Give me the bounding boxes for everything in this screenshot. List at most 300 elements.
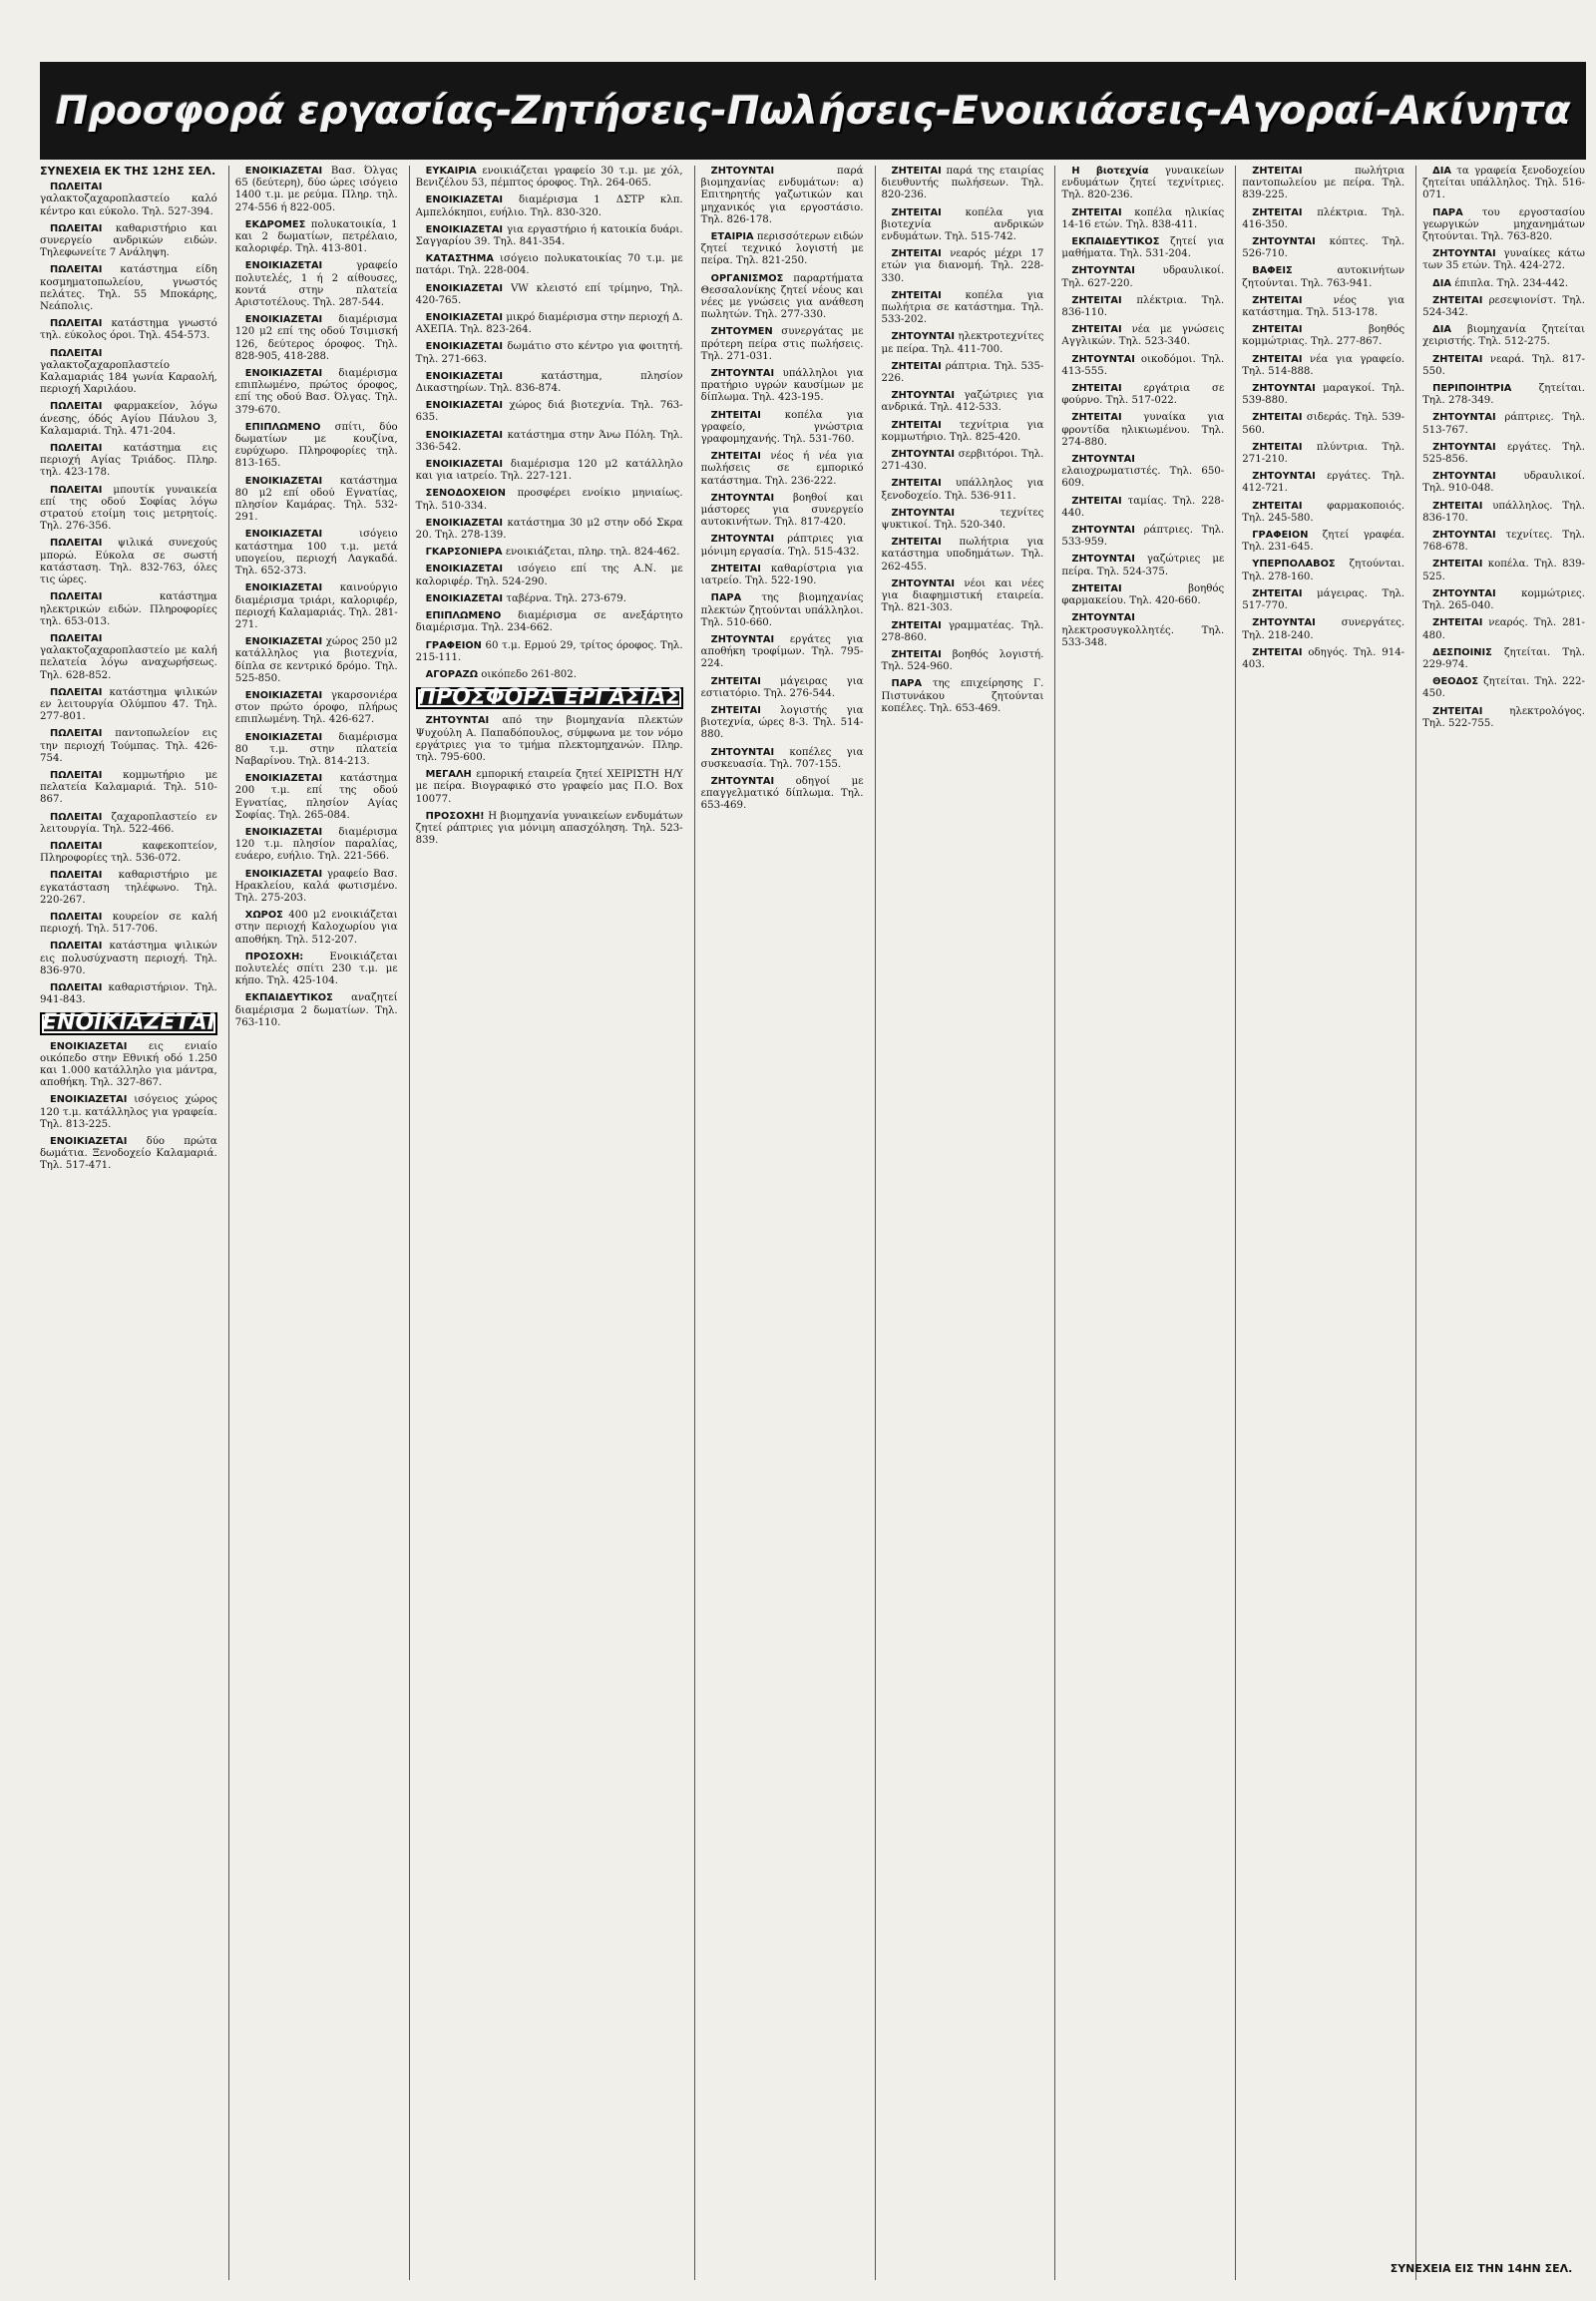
classified-ad: [235, 582, 398, 631]
ad-body: κοπέλα. Τηλ. 839-525.: [1422, 559, 1585, 582]
section-heading: ΠΡΟΣΦΟΡΑ ΕΡΓΑΣΙΑΣ: [417, 685, 681, 711]
ad-body: ηλεκτρολόγος. Τηλ. 522-755.: [1422, 705, 1585, 729]
classified-ad: [416, 715, 683, 764]
ad-body: καθαριστήριο και συνεργείο ανδρικών ειδών. Τηλεφωνείτε 7 Ανάληψη.: [40, 222, 217, 259]
ad-lead-word: ΖΗΤΕΙΤΑΙ: [1071, 294, 1122, 306]
classified-ad: [1242, 559, 1404, 582]
ad-lead-word: ΖΗΤΟΥΝΤΑΙ: [891, 577, 956, 589]
ad-lead-word: ΑΓΟΡΑΖΩ: [425, 668, 479, 680]
ad-lead-word: ΖΗΤΟΥΝΤΑΙ: [710, 775, 775, 787]
ad-column-3: [409, 166, 688, 2280]
classified-ad: [40, 538, 217, 586]
ad-lead-word: ΕΝΟΙΚΙΑΖΕΤΑΙ: [425, 312, 504, 324]
ad-lead-word: ΖΗΤΕΙΤΑΙ: [891, 360, 942, 372]
classified-ad: [40, 687, 217, 724]
classified-ad: [40, 443, 217, 480]
classified-ad: [1061, 525, 1224, 549]
classified-ad: [882, 248, 1044, 285]
ad-lead-word: ΕΠΙΠΛΩΜΕΝΟ: [244, 421, 321, 433]
ad-lead-word: ΖΗΤΕΙΤΑΙ: [710, 704, 761, 716]
classified-ad: [882, 578, 1044, 615]
ad-lead-word: ΖΗΤΟΥΝΤΑΙ: [1071, 353, 1135, 365]
classified-ad: [1422, 354, 1585, 378]
classified-ad: [416, 459, 683, 483]
ad-body: φαρμακοποιός. Τηλ. 245-580.: [1242, 500, 1405, 524]
ad-body: 400 μ2 ενοικιάζεται στην περιοχή Καλοχωρίου για αποθήκη. Τηλ. 512-207.: [234, 910, 398, 946]
classified-ad: [235, 529, 398, 577]
ad-body: περισσότερων ειδών ζητεί τεχνικό λογιστή με πείρα. Τηλ. 821-250.: [700, 231, 864, 267]
classified-ad: [416, 547, 683, 559]
ad-lead-word: ΕΝΟΙΚΙΑΖΕΤΑΙ: [425, 429, 504, 441]
ad-body: Η βιομηχανία γυναικείων ενδυμάτων ζητεί ράπτριες για μόνιμη απασχόληση. Τηλ. 523-839.: [415, 810, 683, 847]
ad-lead-word: ΕΝΟΙΚΙΑΖΕΤΑΙ: [425, 400, 504, 412]
ad-body: παντοπωλείον εις την περιοχή Τούμπας. Τηλ. 426-754.: [40, 728, 217, 764]
ad-lead-word: ΔΙΑ: [1432, 277, 1451, 289]
ad-lead-word: ΖΗΤΕΙΤΑΙ: [1252, 294, 1303, 306]
classified-ad: [40, 841, 217, 865]
ad-body: γυναικείων ενδυμάτων ζητεί τεχνίτριες. Τηλ. 820-236.: [1061, 166, 1225, 201]
classified-ad: [701, 776, 864, 813]
classified-ad: [40, 633, 217, 682]
ad-body: πολυκατοικία, 1 και 2 δωματίων, πετρέλαιο, καλοριφέρ. Τηλ. 413-801.: [234, 218, 398, 255]
ad-body: καθαρίστρια για ιατρείο. Τηλ. 522-190.: [700, 563, 864, 587]
ad-lead-word: ΠΩΛΕΙΤΑΙ: [50, 686, 103, 698]
ad-lead-word: ΖΗΤΟΥΝΤΑΙ: [425, 715, 490, 727]
ad-lead-word: ΖΗΤΕΙΤΑΙ: [710, 675, 761, 687]
ad-lead-word: ΖΗΤΕΙΤΑΙ: [891, 537, 942, 549]
ad-lead-word: ΠΑΡΑ: [1432, 206, 1463, 218]
ad-body: ζητείται. Τηλ. 222-450.: [1422, 676, 1585, 700]
ad-body: Βασ. Όλγας 65 (δεύτερη), δύο ώρες ισόγειο 1400 τ.μ. με ρεύμα. Πληρ. τηλ. 274-556 ή 822-005.: [234, 166, 398, 213]
ad-lead-word: ΜΕΓΑΛΗ: [425, 769, 472, 781]
ad-lead-word: ΠΩΛΕΙΤΑΙ: [50, 870, 103, 882]
classified-ad: [416, 811, 683, 848]
ad-lead-word: ΕΝΟΙΚΙΑΖΕΤΑΙ: [50, 1040, 128, 1052]
classified-ad: [40, 485, 217, 534]
ad-body: κατάστημα ψιλικών εις πολυσύχναστη περιοχή. Τηλ. 836-970.: [40, 941, 217, 976]
classified-ad: [1422, 383, 1585, 407]
ad-body: κουρείον σε καλή περιοχή. Τηλ. 517-706.: [40, 911, 217, 936]
classified-ad: [1422, 278, 1585, 290]
ad-lead-word: ΖΗΤΕΙΤΑΙ: [1071, 324, 1122, 336]
classified-ad: [1061, 354, 1224, 378]
ad-body: ζητούνται. Τηλ. 278-160.: [1242, 559, 1405, 582]
classified-ad: [701, 534, 864, 558]
ad-body: γαλακτοζαχαροπλαστείο με καλή πελατεία λόγω αναχωρήσεως. Τηλ. 628-852.: [40, 645, 217, 681]
ad-lead-word: ΕΚΠΑΙΔΕΥΤΙΚΟΣ: [1071, 236, 1160, 248]
classified-ad: [1422, 647, 1585, 671]
ad-lead-word: ΖΗΤΕΙΤΑΙ: [891, 419, 942, 431]
ad-lead-word: ΕΠΙΠΛΩΜΕΝΟ: [425, 610, 502, 622]
classified-ad: [1242, 617, 1404, 641]
classified-ad: [40, 182, 217, 218]
ad-body: κατάστημα γνωστό τηλ. εύκολος όροι. Τηλ. 454-573.: [40, 318, 217, 342]
classified-ad: [882, 537, 1044, 574]
classified-ad: [882, 207, 1044, 244]
classified-ad: [416, 430, 683, 454]
ad-body: διαμέρισμα 120 μ2 επί της οδού Τσιμισκή 126, δεύτερος όροφος. Τηλ. 828-905, 418-288.: [234, 314, 398, 362]
ad-body: ζαχαροπλαστείο εν λειτουργία. Τηλ. 522-466.: [40, 811, 217, 835]
ad-lead-word: ΖΗΤΟΥΝΤΑΙ: [891, 390, 956, 402]
classified-ad: [1061, 324, 1224, 348]
ad-body: νέοι και νέες για διαφημιστική εταιρεία. Τηλ. 821-303.: [881, 577, 1044, 614]
ad-lead-word: ΖΗΤΕΙΤΑΙ: [1252, 500, 1303, 512]
ad-lead-word: ΧΩΡΟΣ: [244, 910, 283, 922]
ad-lead-word: ΠΩΛΕΙΤΑΙ: [50, 443, 103, 455]
classified-ad: [235, 827, 398, 864]
ad-lead-word: ΠΩΛΕΙΤΑΙ: [50, 318, 103, 330]
ad-body: οδηγοί με επαγγελματικό δίπλωμα. Τηλ. 653-469.: [700, 775, 864, 812]
classified-ad: [882, 361, 1044, 385]
classified-ad: [1061, 295, 1224, 319]
classified-ad: [1242, 207, 1404, 231]
ad-body: ισόγειο πολυκατοικίας 70 τ.μ. με πατάρι. Τηλ. 228-004.: [415, 253, 683, 277]
ad-body: παραρτήματα Θεσσαλονίκης ζητεί νέους και νέες με γνώσεις για ανάθεση πωλητών. Τηλ. 277-330.: [700, 272, 864, 321]
ad-lead-word: ΠΩΛΕΙΤΑΙ: [50, 538, 103, 550]
ad-lead-word: ΓΚΑΡΣΟΝΙΕΡΑ: [425, 547, 503, 559]
classified-ad: [40, 982, 217, 1006]
ad-lead-word: ΠΕΡΙΠΟΙΗΤΡΙΑ: [1432, 383, 1512, 395]
ad-body: της επιχείρησης Γ. Πιστυνάκου ζητούνται κοπέλες. Τηλ. 653-469.: [881, 678, 1044, 714]
ad-body: βιομηχανία ζητείται χειριστής. Τηλ. 512-275.: [1422, 324, 1585, 348]
classified-ad: [416, 224, 683, 248]
ad-body: ράπτρια. Τηλ. 535-226.: [881, 360, 1044, 385]
ad-lead-word: ΖΗΤΟΥΝΤΑΙ: [1432, 441, 1496, 453]
ad-lead-word: ΠΩΛΕΙΤΑΙ: [50, 941, 103, 953]
ad-column-5: [875, 166, 1049, 2280]
classified-ad: [1242, 647, 1404, 671]
classified-ad: [235, 219, 398, 256]
ad-body: προσφέρει ενοίκιο μηνιαίως. Τηλ. 510-334.: [415, 488, 683, 512]
ad-body: ράπτριες για μόνιμη εργασία. Τηλ. 515-432.: [700, 534, 864, 558]
classified-ad: [701, 166, 864, 226]
ad-body: κατάστημα 200 τ.μ. επί της οδού Εγνατίας, πλησίον Αγίας Σοφίας. Τηλ. 265-084.: [234, 773, 398, 821]
ad-lead-word: ΠΩΛΕΙΤΑΙ: [50, 811, 103, 823]
ad-lead-word: ΕΥΚΑΙΡΙΑ: [425, 166, 477, 177]
ad-body: κοπέλα ηλικίας 14-16 ετών. Τηλ. 838-411.: [1061, 206, 1225, 230]
classified-ad: [1061, 554, 1224, 577]
ad-lead-word: ΖΗΤΕΙΤΑΙ: [1252, 353, 1303, 365]
classified-ad: [1242, 530, 1404, 554]
ad-lead-word: ΕΝΟΙΚΙΑΖΕΤΑΙ: [425, 517, 504, 529]
ad-lead-word: ΓΡΑΦΕΙΟΝ: [1252, 530, 1309, 542]
ad-lead-word: ΖΗΤΕΙΤΑΙ: [1071, 206, 1122, 218]
ad-lead-word: ΖΗΤΕΙΤΑΙ: [1252, 166, 1303, 177]
ad-body: κατάστημα 30 μ2 στην οδό Σκρα 20. Τηλ. 278-139.: [415, 517, 683, 542]
classified-ad: [416, 640, 683, 664]
ad-lead-word: ΠΩΛΕΙΤΑΙ: [50, 401, 103, 413]
ad-lead-word: ΠΩΛΕΙΤΑΙ: [50, 347, 103, 359]
banner-title: Προσφορά εργασίας-Ζητήσεις-Πωλήσεις-Ενοικιάσεις-Αγοραί-Ακίνητα: [55, 88, 1571, 134]
ad-body: κοπέλα για πωλήτρια σε κατάστημα. Τηλ. 533-202.: [881, 289, 1044, 326]
ad-body: εις ενιαίο οικόπεδο στην Εθνική οδό 1.250 και 1.000 κατάλληλο για μάντρα, αποθήκη. Τηλ. 327-867.: [40, 1040, 217, 1089]
ad-body: νέος για κατάστημα. Τηλ. 513-178.: [1242, 294, 1405, 319]
classified-ad: [701, 747, 864, 771]
ad-lead-word: ΖΗΤΕΙΤΑΙ: [891, 289, 942, 301]
classified-ad: [1422, 471, 1585, 495]
ad-body: υπάλληλοι για πρατήριο υγρών καυσίμων με δίπλωμα. Τηλ. 423-195.: [700, 368, 864, 404]
ad-lead-word: ΖΗΤΟΥΝΤΑΙ: [891, 331, 956, 343]
ad-body: συνεργάτες. Τηλ. 218-240.: [1242, 617, 1405, 641]
classified-ad: [1422, 166, 1585, 202]
ad-lead-word: ΠΩΛΕΙΤΑΙ: [50, 728, 103, 740]
ad-body: νέα για γραφείο. Τηλ. 514-888.: [1242, 353, 1405, 377]
ad-body: σιδεράς. Τηλ. 539-560.: [1242, 412, 1405, 436]
ad-lead-word: ΠΩΛΕΙΤΑΙ: [50, 182, 103, 193]
ad-body: της βιομηχανίας πλεκτών ζητούνται υπάλληλοι. Τηλ. 510-660.: [700, 592, 864, 628]
ad-lead-word: ΖΗΤΕΙΤΑΙ: [1252, 412, 1303, 424]
ad-lead-word: ΕΝΟΙΚΙΑΖΕΤΑΙ: [425, 223, 504, 235]
classified-ad: [416, 400, 683, 424]
ad-body: ζητεί για μαθήματα. Τηλ. 531-204.: [1061, 236, 1225, 260]
classified-ad: [416, 769, 683, 806]
classified-ad: [1061, 236, 1224, 260]
ad-body: γραμματέας. Τηλ. 278-860.: [881, 619, 1044, 643]
ad-lead-word: ΕΝΟΙΚΙΑΖΕΤΑΙ: [244, 260, 323, 272]
ad-lead-word: ΖΗΤΕΙΤΑΙ: [1252, 324, 1303, 336]
ad-body: από την βιομηχανία πλεκτών Ψυχούλη Α. Παπαδόπουλος, σύμφωνα με τον νόμο εργάτριες για το τμήμα πλεκτομηχανών. Πληρ. τηλ. 795-600.: [415, 715, 683, 763]
ad-lead-word: ΠΩΛΕΙΤΑΙ: [50, 264, 103, 276]
ad-body: έπιπλα. Τηλ. 234-442.: [1454, 277, 1569, 289]
ad-body: ταβέρνα. Τηλ. 273-679.: [506, 592, 626, 604]
ad-lead-word: ΠΑΡΑ: [891, 678, 923, 690]
ad-body: υδραυλικοί. Τηλ. 910-048.: [1422, 471, 1585, 495]
ad-lead-word: ΖΗΤΟΥΝΤΑΙ: [891, 507, 956, 519]
ad-body: διαμέρισμα επιπλωμένο, πρώτος όροφος, επί της οδού Βασ. Όλγας. Τηλ. 379-670.: [234, 368, 398, 416]
classified-ad: [882, 290, 1044, 327]
ad-lead-word: ΖΗΤΕΙΤΑΙ: [891, 166, 942, 177]
classified-ad: [1422, 501, 1585, 525]
ad-body: δωμάτιο στο κέντρο για φοιτητή. Τηλ. 271-663.: [415, 341, 683, 365]
ad-body: ηλεκτροτεχνίτες με πείρα. Τηλ. 411-700.: [881, 331, 1044, 355]
classified-ad: [882, 166, 1044, 202]
ad-lead-word: ΚΑΤΑΣΤΗΜΑ: [425, 253, 495, 265]
ad-body: πλέκτρια. Τηλ. 416-350.: [1242, 206, 1405, 230]
classified-ad: [1242, 471, 1404, 495]
ad-body: διαμέρισμα 120 μ2 κατάλληλο και για ιατρείο. Τηλ. 227-121.: [415, 459, 683, 483]
classified-ad: [701, 326, 864, 363]
classified-ad: [40, 591, 217, 628]
classified-ad: [1422, 442, 1585, 466]
ad-lead-word: ΖΗΤΕΙΤΑΙ: [1252, 587, 1303, 599]
classified-ad: [1242, 295, 1404, 319]
ad-lead-word: ΒΑΦΕΙΣ: [1252, 265, 1293, 277]
classified-ad: [40, 812, 217, 836]
ad-body: ρεσεψιονίστ. Τηλ. 524-342.: [1422, 294, 1585, 319]
classified-ad: [235, 952, 398, 988]
classified-ad: [416, 312, 683, 336]
ad-lead-word: ΖΗΤΟΥΝΤΑΙ: [1432, 248, 1496, 260]
ad-body: τα γραφεία ξενοδοχείου ζητείται υπάλληλος. Τηλ. 516-071.: [1422, 166, 1585, 201]
ad-lead-word: ΖΗΤΕΙΤΑΙ: [1071, 383, 1122, 395]
ad-lead-word: ΕΝΟΙΚΙΑΖΕΤΑΙ: [244, 314, 323, 326]
ad-body: γαζώτριες με πείρα. Τηλ. 524-375.: [1061, 554, 1225, 577]
classified-ad: [235, 910, 398, 947]
ad-body: μικρό διαμέρισμα στην περιοχή Δ. ΑΧΕΠΑ. Τηλ. 823-264.: [415, 312, 683, 336]
ad-body: οικοδόμοι. Τηλ. 413-555.: [1061, 353, 1225, 377]
classified-ad: [701, 705, 864, 742]
ad-body: εργάτες. Τηλ. 525-856.: [1422, 441, 1585, 466]
ad-body: πλύντρια. Τηλ. 271-210.: [1242, 441, 1405, 466]
classified-ad: [40, 264, 217, 313]
classified-ad: [701, 410, 864, 447]
ad-lead-word: ΖΗΤΕΙΤΑΙ: [1432, 294, 1483, 306]
classified-ad: [882, 449, 1044, 473]
ad-lead-word: ΖΗΤΟΥΝΤΑΙ: [1071, 612, 1135, 624]
ad-body: παρά βιομηχανίας ενδυμάτων: α) Επιτηρητής γαζωτικών και μηχανικός για εργοστάσιο. Τηλ. 826-178.: [700, 166, 864, 225]
ad-lead-word: ΠΡΟΣΟΧΗ:: [244, 951, 304, 962]
classified-ad: [1422, 295, 1585, 319]
ad-lead-word: ΖΗΤΕΙΤΑΙ: [891, 478, 942, 490]
classified-ad: [1061, 383, 1224, 407]
classified-ad: [40, 1094, 217, 1131]
ad-lead-word: ΟΡΓΑΝΙΣΜΟΣ: [710, 272, 784, 284]
classified-ad: [882, 390, 1044, 414]
ad-body: ενοικιάζεται, πληρ. τηλ. 824-462.: [505, 547, 680, 559]
ad-lead-word: ΕΝΟΙΚΙΑΖΕΤΑΙ: [244, 582, 323, 594]
classified-ad: [40, 912, 217, 936]
classified-ad: [1242, 588, 1404, 612]
classified-ad: [416, 194, 683, 218]
classified-ad: [40, 348, 217, 397]
ad-lead-word: ΖΗΤΟΥΝΤΑΙ: [1071, 454, 1135, 466]
ad-body: σερβιτόροι. Τηλ. 271-430.: [881, 449, 1044, 473]
classified-ad: [1242, 501, 1404, 525]
classified-ad: [40, 401, 217, 438]
ad-body: ζητείται. Τηλ. 229-974.: [1422, 646, 1585, 670]
classified-ad: [1061, 496, 1224, 520]
classified-ad: [882, 331, 1044, 355]
classified-ad: [1422, 530, 1585, 554]
ad-lead-word: ΕΝΟΙΚΙΑΖΕΤΑΙ: [425, 459, 504, 471]
classified-ad: [1422, 207, 1585, 244]
classified-ad: [1422, 676, 1585, 700]
classified-ad: [1242, 383, 1404, 407]
ad-body: ενοικιάζεται γραφείο 30 τ.μ. με χόλ, Βενιζέλου 53, πέμπτος όροφος. Τηλ. 264-065.: [415, 166, 683, 190]
classified-ad: [1061, 583, 1224, 607]
ad-lead-word: ΖΗΤΟΥΝΤΑΙ: [1432, 471, 1496, 483]
ad-body: πωλήτρια για κατάστημα υποδημάτων. Τηλ. 262-455.: [881, 537, 1044, 573]
classified-ad: [701, 634, 864, 671]
ad-body: ισόγειος χώρος 120 τ.μ. κατάλληλος για γραφεία. Τηλ. 813-225.: [40, 1094, 217, 1130]
ad-lead-word: ΖΗΤΟΥΝΤΑΙ: [1252, 383, 1316, 395]
classified-ad: [416, 341, 683, 365]
classified-ad: [416, 518, 683, 542]
ad-column-6: [1054, 166, 1229, 2280]
classified-ad: [1242, 166, 1404, 202]
ad-column-1: [34, 166, 222, 2280]
classified-ad: [701, 564, 864, 587]
ad-lead-word: ΖΗΤΟΥΝΤΑΙ: [891, 449, 956, 461]
classified-ad: [701, 592, 864, 629]
ad-lead-word: ΕΝΟΙΚΙΑΖΕΤΑΙ: [244, 166, 323, 177]
ad-body: κατάστημα εις περιοχή Αγίας Τριάδος. Πληρ. τηλ. 423-178.: [40, 443, 217, 479]
ad-body: φαρμακείον, λόγω άνεσης, όδός Αγίου Πάυλου 3, Καλαμαριά. Τηλ. 471-204.: [40, 401, 217, 437]
classified-ad: [1422, 412, 1585, 436]
classified-ad: [1242, 354, 1404, 378]
ad-lead-word: ΖΗΤΕΙΤΑΙ: [1252, 441, 1303, 453]
classified-ad: [882, 678, 1044, 715]
ad-lead-word: ΖΗΤΕΙΤΑΙ: [1071, 582, 1122, 594]
ad-lead-word: ΖΗΤΟΥΝΤΑΙ: [1071, 265, 1135, 277]
classified-ad: [40, 941, 217, 977]
ad-body: γαζώτριες για ανδρικά. Τηλ. 412-533.: [881, 390, 1044, 414]
ad-lead-word: ΖΗΤΟΥΝΤΑΙ: [1432, 530, 1496, 542]
ad-body: ισόγειο επί της Α.Ν. με καλοριφέρ. Τηλ. 524-290.: [415, 564, 683, 587]
ad-lead-word: ΔΙΑ: [1432, 324, 1451, 336]
classified-ad: [235, 368, 398, 417]
ad-lead-word: ΕΝΟΙΚΙΑΖΕΤΑΙ: [425, 282, 504, 294]
ad-lead-word: ΠΑΡΑ: [710, 592, 742, 604]
ad-body: κατάστημα είδη κοσμηματοπωλείου, γνωστός πελάτες. Τηλ. 55 Μποκάρης, Νεάπολις.: [40, 264, 217, 313]
ad-lead-word: ΖΗΤΕΙΤΑΙ: [1252, 646, 1303, 658]
classified-ad: [701, 676, 864, 700]
ad-lead-word: ΥΠΕΡΠΟΛΑΒΟΣ: [1252, 559, 1336, 571]
ad-lead-word: ΕΝΟΙΚΙΑΖΕΤΑΙ: [50, 1094, 128, 1106]
ad-lead-word: ΖΗΤΟΥΝΤΑΙ: [1252, 471, 1316, 483]
continued-footer: ΣΥΝΕΧΕΙΑ ΕΙΣ ΤΗΝ 14ΗΝ ΣΕΛ.: [1390, 2262, 1573, 2275]
classified-ad: [1422, 248, 1585, 272]
ad-body: κοπέλα για βιοτεχνία ανδρικών ενδυμάτων. Τηλ. 515-742.: [881, 206, 1044, 243]
ad-body: Ενοικιάζεται πολυτελές σπίτι 230 τ.μ. με κήπο. Τηλ. 425-104.: [234, 951, 398, 987]
ad-lead-word: ΖΗΤΕΙΤΑΙ: [1071, 412, 1122, 424]
ad-body: μαραγκοί. Τηλ. 539-880.: [1242, 383, 1405, 407]
ad-lead-word: ΖΗΤΟΥΝΤΑΙ: [1071, 554, 1135, 566]
classified-ad: [40, 870, 217, 907]
ad-body: κατάστημα ηλεκτρικών ειδών. Πληροφορίες τηλ. 653-013.: [40, 591, 217, 627]
classified-ad: [1242, 324, 1404, 348]
ad-body: γυναίκες κάτω των 35 ετών. Τηλ. 424-272.: [1422, 248, 1585, 272]
ad-lead-word: ΖΗΤΕΙΤΑΙ: [1432, 617, 1483, 629]
ad-lead-word: ΕΝΟΙΚΙΑΖΕΤΑΙ: [425, 370, 504, 382]
ad-body: γραφείο πολυτελές, 1 ή 2 αίθουσες, κοντά στην πλατεία Αριστοτέλους. Τηλ. 287-544.: [234, 260, 398, 309]
ad-lead-word: ΖΗΤΕΙΤΑΙ: [1432, 705, 1483, 717]
ad-lead-word: ΕΝΟΙΚΙΑΖΕΤΑΙ: [50, 1136, 128, 1148]
classified-ad: [1422, 559, 1585, 582]
ad-lead-word: ΠΡΟΣΟΧΗ!: [425, 810, 485, 822]
ad-body: καινούργιο διαμέρισμα τριάρι, καλοριφέρ, περιοχή Καλαμαριάς. Τηλ. 281-271.: [234, 582, 398, 630]
classified-columns: [34, 166, 1590, 2280]
ad-lead-word: ΖΗΤΕΙΤΑΙ: [1432, 500, 1483, 512]
ad-lead-word: ΔΕΣΠΟΙΝΙΣ: [1432, 646, 1492, 658]
ad-body: VW κλειστό επί τρίμηνο, Τηλ. 420-765.: [415, 282, 683, 306]
classified-ad: [416, 593, 683, 605]
ad-body: πλέκτρια. Τηλ. 836-110.: [1061, 294, 1225, 319]
classified-ad: [416, 283, 683, 307]
ad-lead-word: ΕΝΟΙΚΙΑΖΕΤΑΙ: [244, 773, 323, 785]
classified-ad: [416, 371, 683, 395]
ad-lead-word: ΓΡΑΦΕΙΟΝ: [425, 639, 482, 651]
ad-lead-word: ΕΝΟΙΚΙΑΖΕΤΑΙ: [244, 731, 323, 743]
classified-ad: [235, 314, 398, 363]
classified-ad: [40, 728, 217, 765]
ad-lead-word: ΕΤΑΙΡΙΑ: [710, 231, 754, 243]
ad-lead-word: ΖΗΤΟΥΝΤΑΙ: [710, 166, 775, 177]
ad-body: ταμίας. Τηλ. 228-440.: [1061, 495, 1225, 519]
ad-lead-word: ΠΩΛΕΙΤΑΙ: [50, 981, 103, 993]
classified-ad: [1061, 166, 1224, 202]
classified-ad: [1422, 588, 1585, 612]
classified-ad: [416, 166, 683, 190]
ad-body: κατάστημα στην Άνω Πόλη. Τηλ. 336-542.: [415, 429, 683, 453]
ad-body: βοηθός λογιστή. Τηλ. 524-960.: [881, 648, 1044, 673]
classified-ad: [416, 669, 683, 681]
ad-body: ράπτριες. Τηλ. 513-767.: [1422, 412, 1585, 436]
ad-body: οδηγός. Τηλ. 914-403.: [1242, 646, 1405, 670]
classified-ad: [1061, 265, 1224, 289]
classified-ad: [882, 508, 1044, 532]
ad-body: μάγειρας για εστιατόριο. Τηλ. 276-544.: [700, 675, 864, 699]
